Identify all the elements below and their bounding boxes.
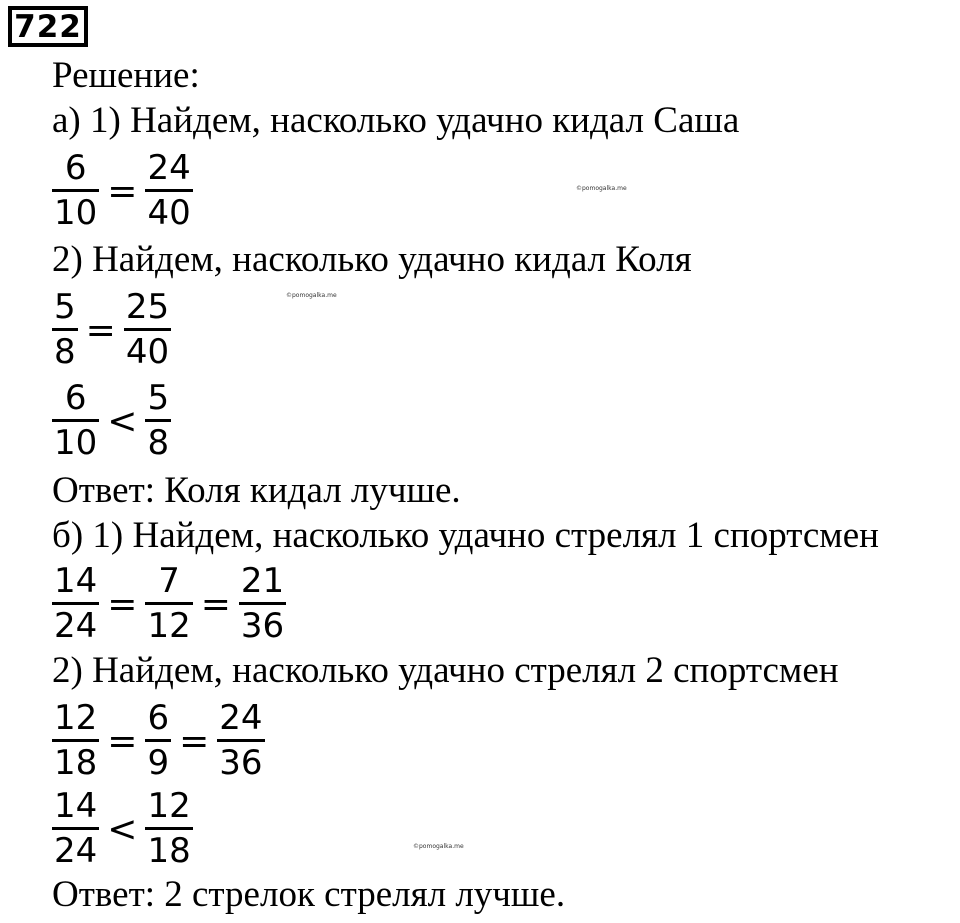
fraction-bar — [52, 419, 99, 422]
fraction-bar — [52, 602, 99, 605]
answer-a: Ответ: Коля кидал лучше. — [52, 470, 461, 511]
equation-a1 — [50, 147, 195, 233]
fraction-bar — [145, 602, 192, 605]
operator: = — [107, 171, 138, 212]
fraction — [237, 560, 288, 646]
problem-number-badge: 722 — [8, 6, 88, 47]
denominator: 10 — [54, 192, 98, 233]
fraction-bar — [145, 739, 171, 742]
fraction-bar — [145, 827, 192, 830]
denominator: 18 — [54, 742, 98, 783]
watermark: ©pomogalka.me — [413, 843, 464, 850]
numerator: 6 — [147, 697, 170, 738]
equation-b1 — [50, 560, 288, 646]
operator: < — [107, 809, 138, 850]
numerator: 7 — [158, 560, 180, 601]
fraction-bar — [124, 328, 171, 331]
numerator: 12 — [147, 785, 191, 826]
fraction — [143, 560, 194, 646]
fraction-bar — [145, 189, 192, 192]
denominator: 24 — [54, 830, 98, 871]
numerator: 24 — [219, 697, 263, 738]
denominator: 36 — [219, 742, 263, 783]
fraction-bar — [239, 602, 286, 605]
fraction — [143, 377, 173, 463]
fraction — [50, 286, 80, 372]
numerator: 25 — [125, 286, 170, 327]
numerator: 21 — [240, 560, 285, 601]
answer-b: Ответ: 2 стрелок стрелял лучше. — [52, 874, 566, 915]
denominator: 40 — [125, 331, 170, 372]
fraction — [143, 697, 173, 783]
fraction — [50, 560, 101, 646]
denominator: 10 — [54, 422, 98, 463]
fraction — [50, 785, 101, 871]
denominator: 9 — [147, 742, 170, 783]
fraction-bar — [52, 328, 78, 331]
step-b2-text: 2) Найдем, насколько удачно стрелял 2 спортсмен — [52, 650, 839, 691]
numerator: 5 — [147, 377, 170, 418]
numerator: 14 — [54, 560, 98, 601]
denominator: 12 — [147, 605, 191, 646]
watermark: ©pomogalka.me — [576, 185, 627, 192]
operator: = — [85, 310, 116, 351]
fraction-bar — [52, 189, 99, 192]
solution-heading: Решение: — [52, 55, 200, 96]
operator: = — [200, 584, 231, 625]
fraction-bar — [52, 827, 99, 830]
operator: = — [107, 584, 138, 625]
numerator: 14 — [54, 785, 98, 826]
numerator: 12 — [54, 697, 98, 738]
comparison-a — [50, 377, 173, 463]
equation-a2 — [50, 286, 173, 372]
numerator: 6 — [64, 377, 87, 418]
denominator: 8 — [54, 331, 76, 372]
fraction-bar — [217, 739, 264, 742]
step-b1-text: б) 1) Найдем, насколько удачно стрелял 1 спортсмен — [52, 515, 879, 556]
equation-b2 — [50, 697, 267, 783]
denominator: 36 — [240, 605, 285, 646]
watermark: ©pomogalka.me — [286, 292, 337, 299]
fraction — [50, 377, 101, 463]
numerator: 5 — [54, 286, 76, 327]
fraction — [143, 147, 194, 233]
numerator: 24 — [147, 147, 191, 188]
denominator: 8 — [147, 422, 170, 463]
denominator: 18 — [147, 830, 191, 871]
denominator: 24 — [54, 605, 98, 646]
fraction — [50, 147, 101, 233]
fraction — [143, 785, 194, 871]
step-a1-text: а) 1) Найдем, насколько удачно кидал Саша — [52, 100, 740, 141]
operator: = — [179, 721, 210, 762]
denominator: 40 — [147, 192, 191, 233]
fraction — [50, 697, 101, 783]
numerator: 6 — [64, 147, 87, 188]
comparison-b — [50, 785, 195, 871]
fraction — [215, 697, 266, 783]
fraction — [122, 286, 173, 372]
fraction-bar — [52, 739, 99, 742]
operator: < — [107, 401, 138, 442]
operator: = — [107, 721, 138, 762]
fraction-bar — [145, 419, 171, 422]
step-a2-text: 2) Найдем, насколько удачно кидал Коля — [52, 239, 692, 280]
